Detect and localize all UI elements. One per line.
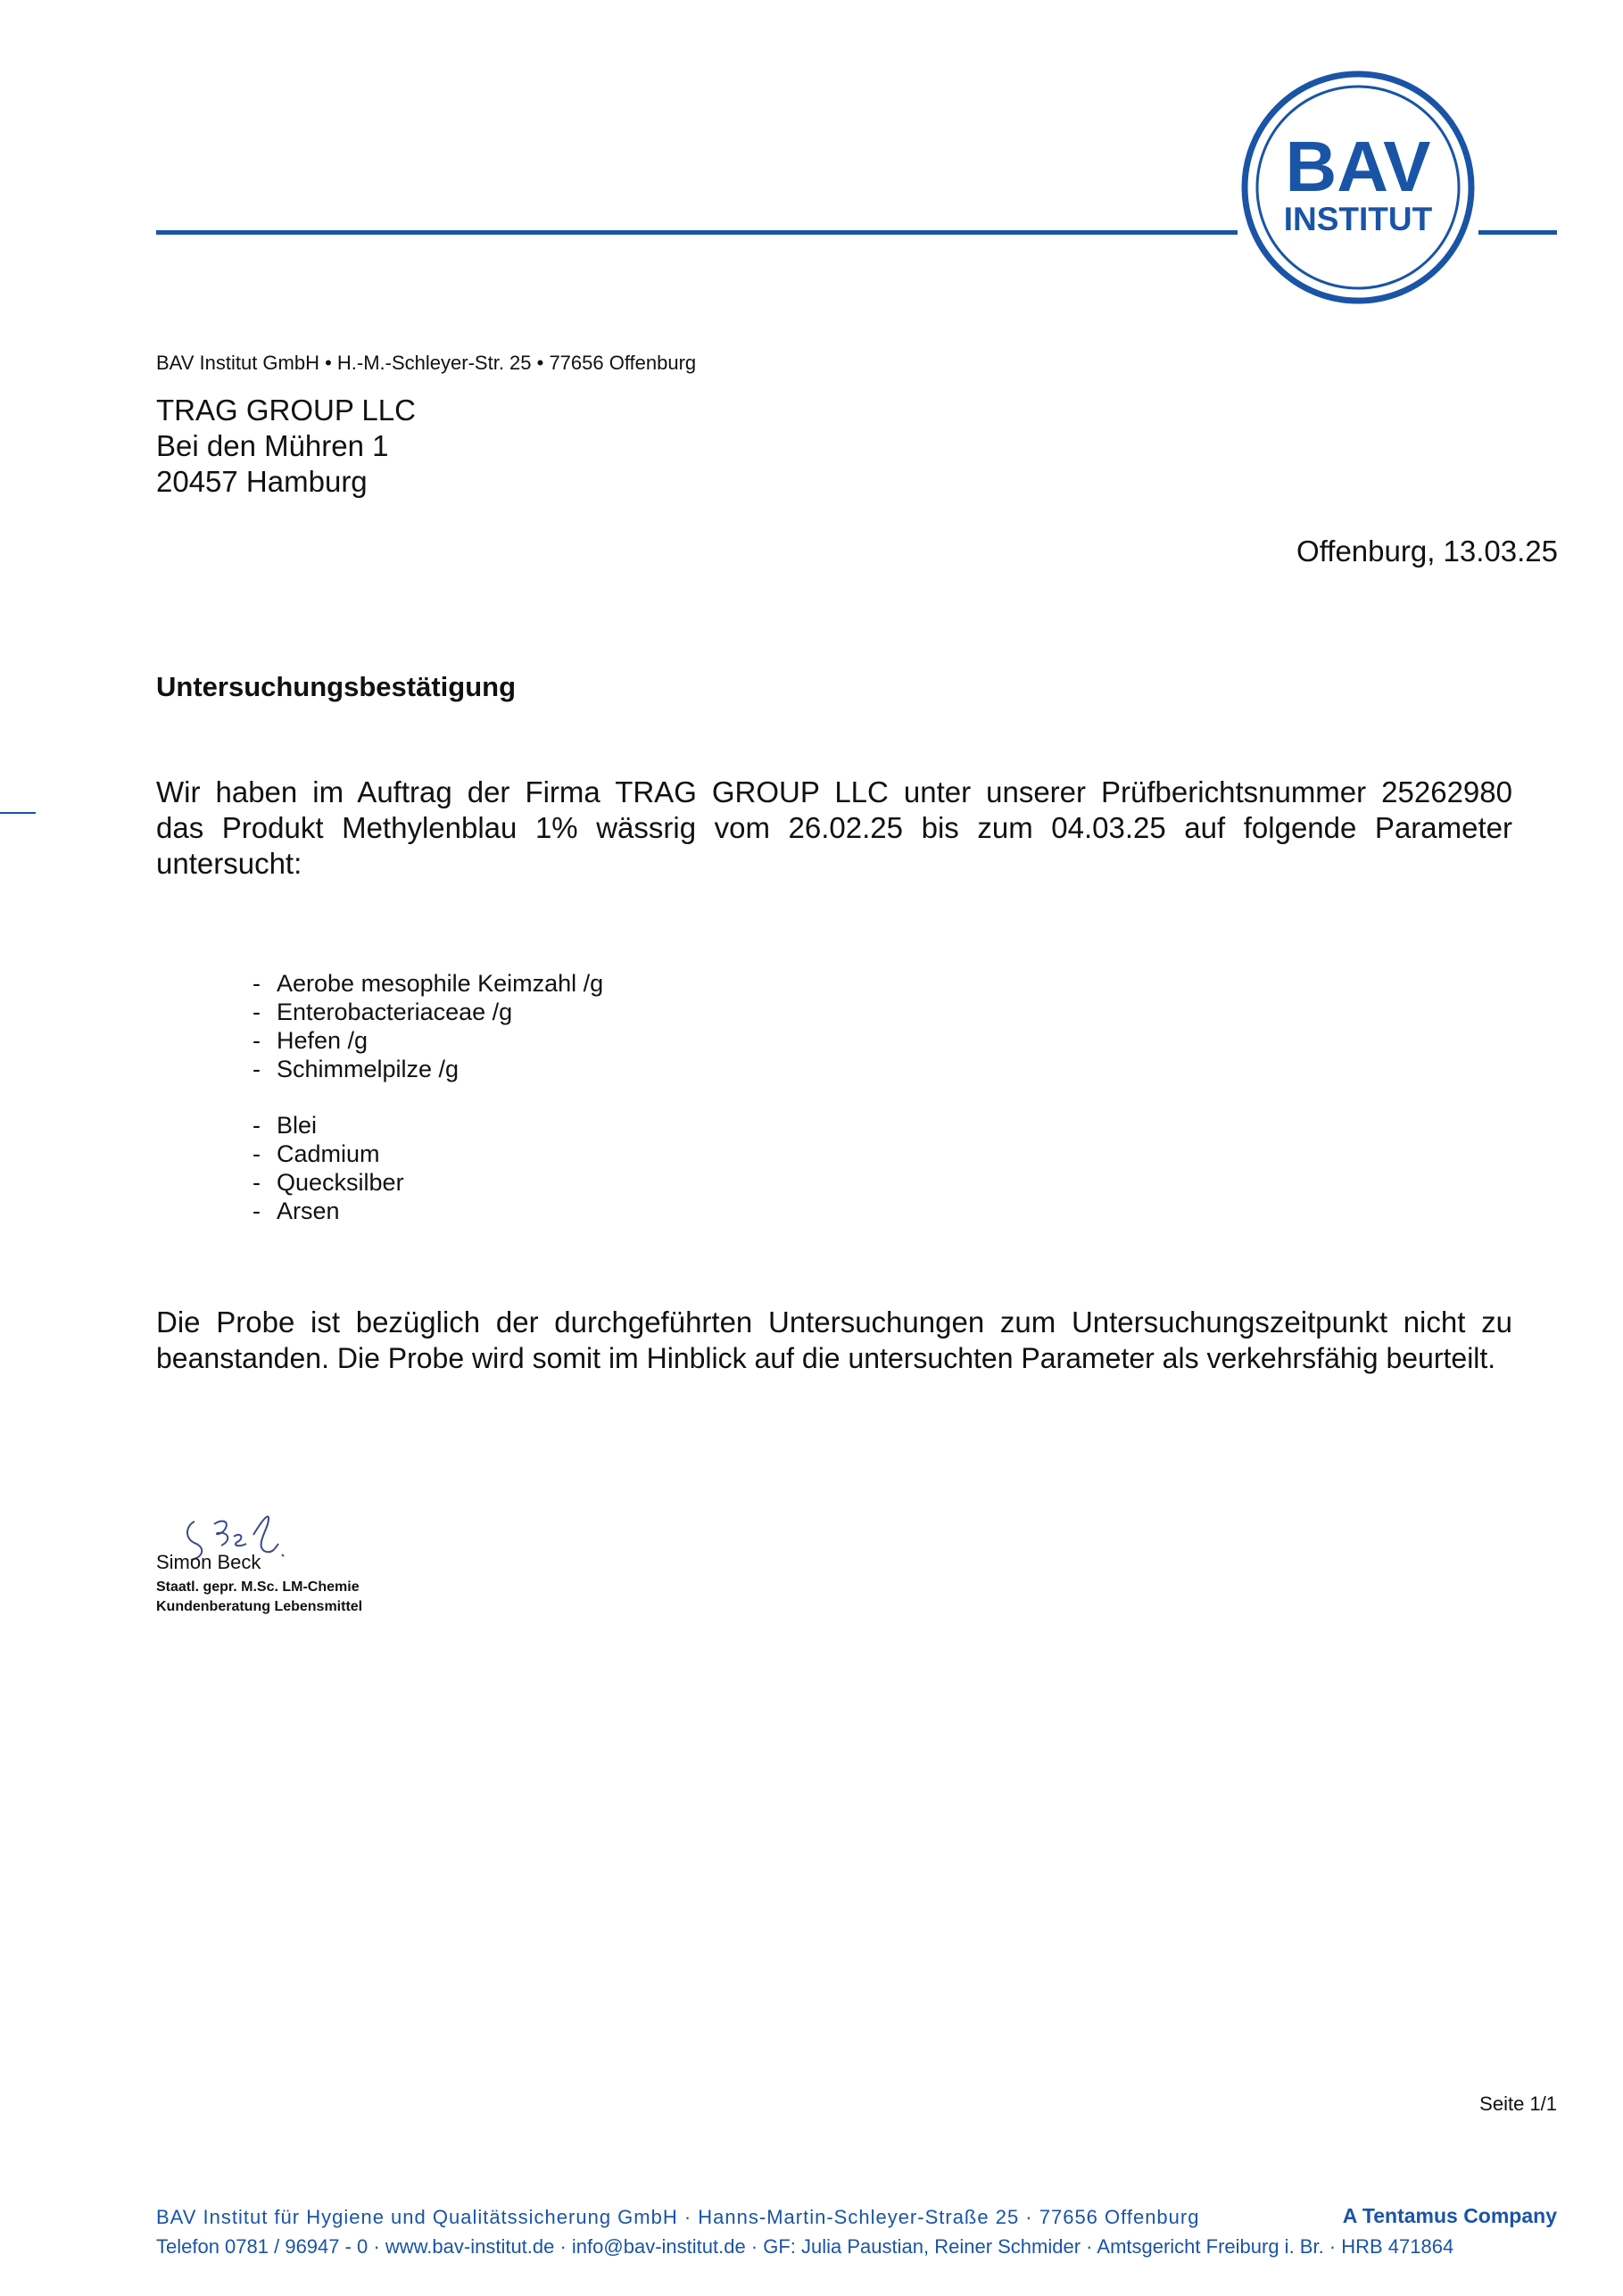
list-item [253, 998, 603, 1026]
intro-line: untersucht: [156, 847, 302, 880]
parameter-label: Aerobe mesophile Keimzahl /g [277, 970, 604, 997]
intro-line: das Produkt Methylenblau 1% wässrig vom 26.02.25 bis zum 04.03.25 auf folgende Parameter [156, 811, 1512, 844]
intro-paragraph [156, 775, 1512, 882]
place-date: Offenburg, 13.03.25 [1296, 535, 1558, 568]
list-item [253, 1111, 404, 1140]
signatory-department: Kundenberatung Lebensmittel [156, 1599, 363, 1614]
list-dash: - [253, 1169, 261, 1196]
recipient-street: Bei den Mühren 1 [156, 429, 389, 462]
list-dash: - [253, 1198, 261, 1224]
footer-address: BAV Institut für Hygiene und Qualitätssicherung GmbH · Hanns-Martin-Schleyer-Straße 25 · 77656 Offenburg [156, 2206, 1200, 2228]
logo-text-institut: INSTITUT [1283, 201, 1433, 237]
parameter-list-heavy-metals [253, 1111, 404, 1225]
signatory-title: Staatl. gepr. M.Sc. LM-Chemie [156, 1579, 360, 1595]
list-dash: - [253, 1027, 261, 1054]
list-item [253, 1140, 404, 1168]
logo-text-bav: BAV [1285, 127, 1431, 206]
recipient-name: TRAG GROUP LLC [156, 394, 416, 427]
parameter-label: Enterobacteriaceae /g [277, 999, 513, 1025]
document-heading: Untersuchungsbestätigung [156, 671, 517, 702]
parameter-label: Schimmelpilze /g [277, 1056, 460, 1082]
parameter-label: Arsen [277, 1198, 340, 1224]
parameter-label: Hefen /g [277, 1027, 368, 1054]
list-dash: - [253, 1056, 261, 1082]
header-rule-left [156, 230, 1238, 235]
sender-line: BAV Institut GmbH • H.-M.-Schleyer-Str. 25 • 77656 Offenburg [156, 352, 697, 374]
list-dash: - [253, 970, 261, 997]
footer-company: A Tentamus Company [1342, 2204, 1557, 2227]
parameter-label: Blei [277, 1112, 318, 1139]
intro-line: Wir haben im Auftrag der Firma TRAG GROUP LLC unter unserer Prüfberichtsnummer 25262980 [156, 775, 1512, 808]
parameter-label: Quecksilber [277, 1169, 404, 1196]
list-dash: - [253, 999, 261, 1025]
list-item [253, 1055, 603, 1083]
footer-contact: Telefon 0781 / 96947 - 0 · www.bav-institut.de · info@bav-institut.de · GF: Julia Paustian, Reiner Schmider · Amtsgericht Freiburg i. Br. · HRB 471864 [156, 2235, 1454, 2258]
fold-mark [0, 812, 36, 814]
list-dash: - [253, 1140, 261, 1167]
signatory-name: Simon Beck [156, 1551, 261, 1573]
parameter-label: Cadmium [277, 1140, 380, 1167]
conclusion-paragraph [156, 1305, 1512, 1376]
conclusion-line: Die Probe ist bezüglich der durchgeführten Untersuchungen zum Untersuchungszeitpunkt nicht zu [156, 1305, 1512, 1339]
list-item [253, 1026, 603, 1055]
list-item [253, 969, 603, 998]
bav-institut-logo [1240, 70, 1476, 305]
list-item [253, 1197, 404, 1225]
page-number: Seite 1/1 [1479, 2093, 1557, 2115]
recipient-city: 20457 Hamburg [156, 465, 368, 498]
parameter-list-microbiology [253, 969, 603, 1083]
header-rule-right [1478, 230, 1557, 235]
list-item [253, 1168, 404, 1197]
conclusion-line: beanstanden. Die Probe wird somit im Hinblick auf die untersuchten Parameter als verkehrsfähig beurteilt. [156, 1342, 1496, 1374]
list-dash: - [253, 1112, 261, 1139]
